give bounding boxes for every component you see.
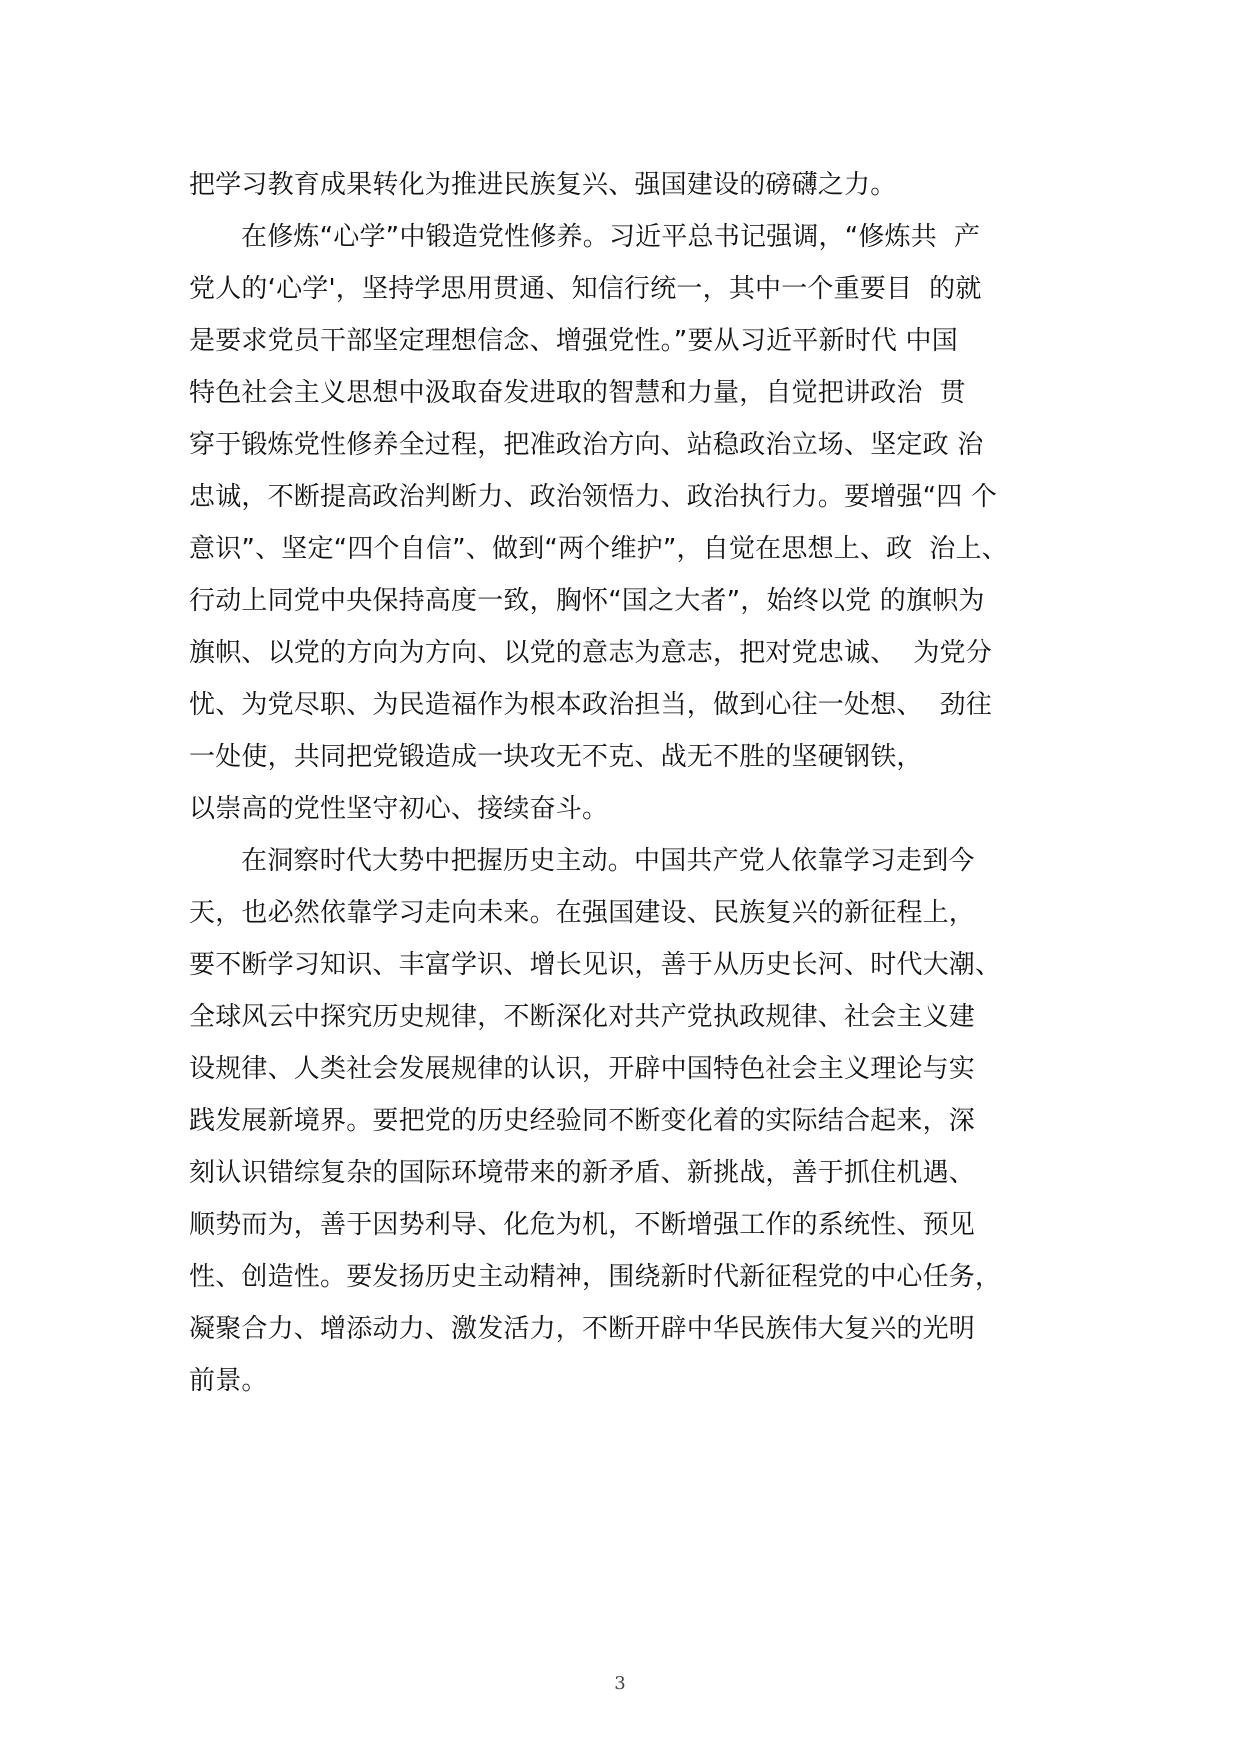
text-line: 以崇高的党性坚守初心、接续奋斗。: [189, 794, 609, 824]
text-line: 意识”、坚定“四个自信”、做到“两个维护”，自觉在思想上、政 治上、: [189, 534, 1008, 564]
paragraph-first-line: 在洞察时代大势中把握历史主动。中国共产党人依靠学习走到今: [241, 846, 975, 876]
text-line: 刻认识错综复杂的国际环境带来的新矛盾、新挑战，善于抓住机遇、: [189, 1158, 976, 1188]
text-line: 党人的‘心学'，坚持学思用贯通、知信行统一，其中一个重要目 的就: [189, 274, 982, 304]
text-line: 旗帜、以党的方向为方向、以党的意志为意志，把对党忠诚、 为党分: [189, 638, 992, 668]
text-line: 设规律、人类社会发展规律的认识，开辟中国特色社会主义理论与实: [189, 1054, 976, 1084]
text-line: 穿于锻炼党性修养全过程，把准政治方向、站稳政治立场、坚定政 治: [189, 430, 984, 460]
text-line: 顺势而为，善于因势利导、化危为机，不断增强工作的系统性、预见: [189, 1210, 976, 1240]
text-line: 性、创造性。要发扬历史主动精神，围绕新时代新征程党的中心任务，: [189, 1262, 1002, 1292]
text-line: 凝聚合力、增添动力、激发活力，不断开辟中华民族伟大复兴的光明: [189, 1314, 976, 1344]
paragraph-first-line: 在修炼“心学”中锻造党性修养。习近平总书记强调，“修炼共 产: [241, 222, 981, 252]
text-line: 践发展新境界。要把党的历史经验同不断变化着的实际结合起来，深: [189, 1106, 976, 1136]
text-line: 特色社会主义思想中汲取奋发进取的智慧和力量，自觉把讲政治 贯: [189, 378, 966, 408]
text-line: 是要求党员干部坚定理想信念、增强党性。”要从习近平新时代 中国: [189, 326, 958, 356]
text-line: 天，也必然依靠学习走向未来。在强国建设、民族复兴的新征程上，: [189, 898, 976, 928]
text-line: 忠诚，不断提高政治判断力、政治领悟力、政治执行力。要增强“四 个: [189, 482, 998, 512]
text-line: 把学习教育成果转化为推进民族复兴、强国建设的磅礴之力。: [189, 170, 897, 200]
text-line: 行动上同党中央保持高度一致，胸怀“国之大者”，始终以党 的旗帜为: [189, 586, 985, 616]
page-number: 3: [614, 1673, 626, 1694]
text-line: 忧、为党尽职、为民造福作为根本政治担当，做到心往一处想、 劲往: [189, 690, 992, 720]
text-line: 一处使，共同把党锻造成一块攻无不克、战无不胜的坚硬钢铁，: [189, 742, 923, 772]
text-line: 前景。: [189, 1366, 268, 1396]
text-line: 要不断学习知识、丰富学识、增长见识，善于从历史长河、时代大潮、: [189, 950, 1002, 980]
text-line: 全球风云中探究历史规律，不断深化对共产党执政规律、社会主义建: [189, 1002, 976, 1032]
document-body: [189, 159, 1059, 1407]
